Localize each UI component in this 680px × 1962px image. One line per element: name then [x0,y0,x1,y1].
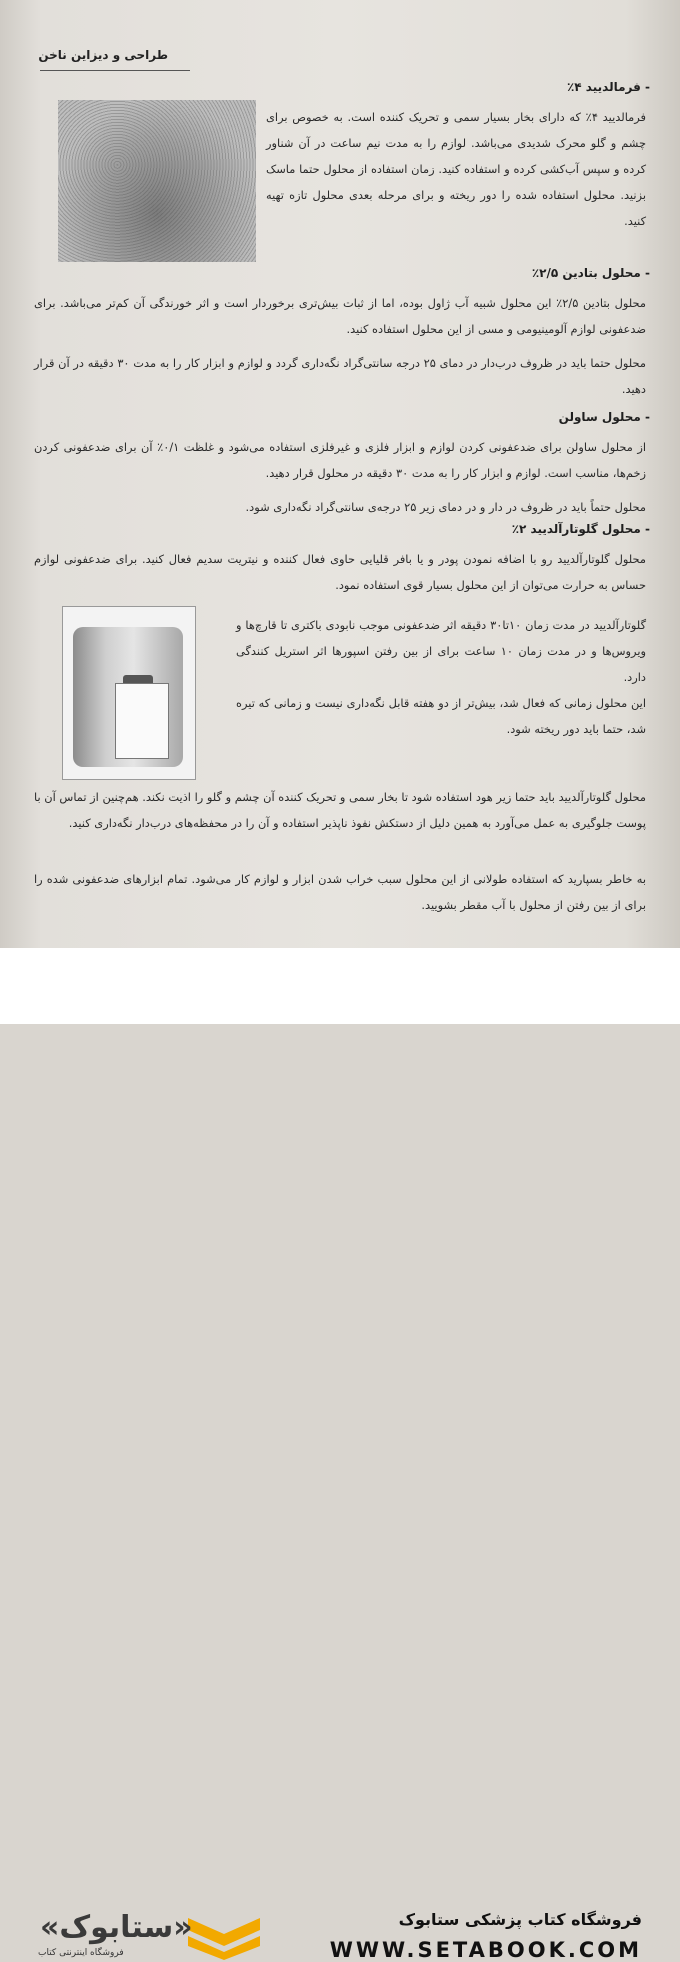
text-savlon-1: از محلول ساولن برای ضدعفونی کردن لوازم و ابزار فلزی و غیرفلزی استفاده می‌شود و غلظت ۰/۱٪ آن برای ضدعفونی کردن زخم‌ها، مناسب است. لوازم و ابزار کار را به مدت ۳۰ دقیقه در محلول قرار دهید. [34,440,646,480]
jug-body [73,627,183,767]
text-formaldehyde: فرمالدیید ۴٪ که دارای بخار بسیار سمی و تحریک کننده است. به خصوص برای چشم و گلو محرک شدیدی می‌باشد. لوازم را به مدت نیم ساعت در آن شناور کرده و سپس آب‌کشی کرده و استفاده کنید. زمان استفاده از محلول حتما ماسک بزنید. محلول استفاده شده را دور ریخته و برای مرحله بعدی محلول تازه تهیه کنید. [266,110,646,228]
text-glutaraldehyde-1: محلول گلوتارآلدیید رو با اضافه نمودن پودر و یا بافر قلیایی حاوی فعال کننده و نیتریت سدیم فعال کنید. برای ضدعفونی لوازم حساس به حرارت می‌توان از این محلول بسیار قوی استفاده نمود. [34,552,646,592]
heading-formaldehyde: - فرمالدیید ۴٪ [566,80,650,94]
store-footer [0,948,680,1962]
heading-glutaraldehyde: - محلول گلوتارآلدیید ۲٪ [511,522,650,536]
heading-betadine: - محلول بتادین ۲/۵٪ [531,266,650,280]
text-glutaraldehyde-2: گلوتارآلدیید در مدت زمان ۱۰تا۳۰ دقیقه اثر ضدعفونی موجب نابودی باکتری تا قارچ‌ها و ویروس‌ها و در مدت زمان ۱۰ ساعت برای از بین رفتن اسپورها اثر استریل کنندگی دارد. [236,618,646,684]
text-glutaraldehyde-4: محلول گلوتارآلدیید باید حتما زیر هود استفاده شود تا بخار سمی و تحریک کننده آن چشم و گلو را اذیت نکند. هم‌چنین از تماس آن با پوست جلوگیری به عمل می‌آورد به همین دلیل از دستکش نفوذ ناپذیر استفاده و آن را در محفظه‌های درب‌دار نگه‌داری کنید. [34,790,646,830]
powder-photo [58,100,256,262]
store-name: فروشگاه کتاب پزشکی ستابوک [398,1910,642,1929]
logo-wordmark: «ستابوک» [40,1910,193,1945]
book-page [0,0,680,948]
store-url[interactable]: WWW.SETABOOK.COM [329,1938,642,1962]
disinfectant-jug-photo [62,606,196,780]
text-betadine-2: محلول حتما باید در ظروف درب‌دار در دمای ۲۵ درجه سانتی‌گراد نگه‌داری گردد و لوازم و ابزار کار را به مدت ۳۰ دقیقه در آن قرار دهید. [34,356,646,396]
text-savlon-2: محلول حتماً باید در ظروف در دار و در دمای زیر ۲۵ درجه‌ی سانتی‌گراد نگه‌داری شود. [245,500,646,514]
text-glutaraldehyde-3: این محلول زمانی که فعال شد، بیش‌تر از دو هفته قابل نگه‌داری نیست و زمانی که تیره شد، حتما باید دور ریخته شود. [236,696,646,736]
heading-savlon: - محلول ساولن [558,410,650,424]
text-betadine-1: محلول بتادین ۲/۵٪ این محلول شبیه آب ژاول بوده، اما از ثبات بیش‌تری برخوردار است و اثر خورندگی آن کم‌تر می‌باشد. برای ضدعفونی لوازم آلومینیومی و مسی از این محلول استفاده کنید. [34,296,646,336]
page-header-title: طراحی و دیزاین ناخن [38,48,168,62]
jug-label [115,683,169,759]
header-divider [40,70,190,71]
logo-subtitle: فروشگاه اینترنتی کتاب [38,1948,124,1958]
setabook-logo-icon [188,1914,260,1960]
text-glutaraldehyde-5: به خاطر بسپارید که استفاده طولانی از این محلول سبب خراب شدن ابزار و لوازم کار می‌شود. تمام ابزارهای ضدعفونی شده را برای از بین رفتن از محلول با آب مقطر بشویید. [34,872,646,912]
